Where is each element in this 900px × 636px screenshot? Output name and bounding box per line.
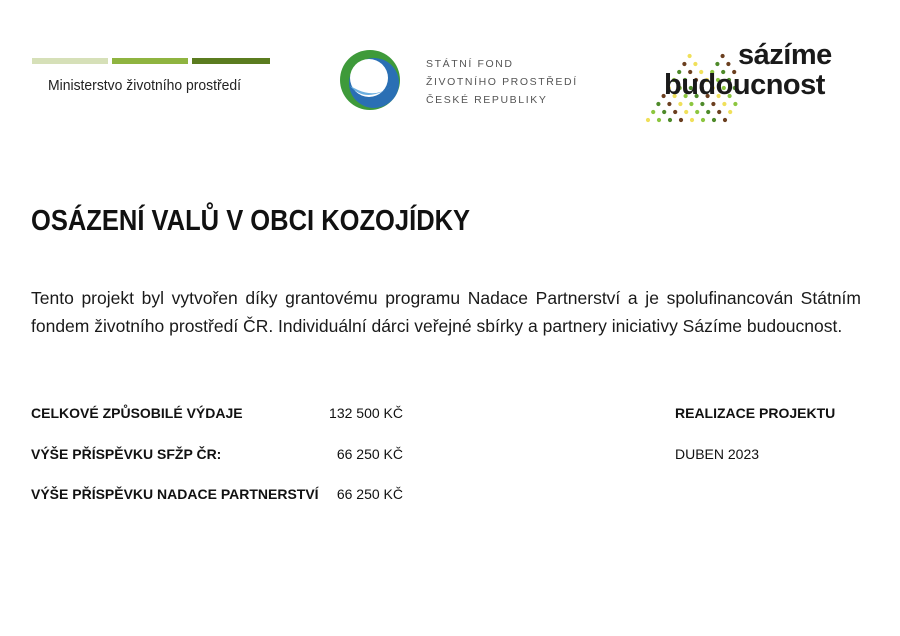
ministry-bar-3 [192, 58, 270, 64]
sazime-dot [715, 62, 719, 66]
sazime-budoucnost-logo [640, 36, 870, 126]
sfzp-emblem-icon [336, 46, 406, 114]
sazime-dot [728, 110, 732, 114]
sazime-dot [668, 118, 672, 122]
realization-date: DUBEN 2023 [675, 446, 760, 462]
sazime-dot [689, 102, 693, 106]
sazime-dot [717, 110, 721, 114]
sazime-dot [722, 102, 726, 106]
sazime-dot [723, 118, 727, 122]
finance-value-sfzp: 66 250 KČ [336, 446, 403, 462]
sazime-dot [700, 102, 704, 106]
sazime-dot [695, 110, 699, 114]
ministry-logo-bars [32, 58, 272, 64]
ministry-logo-text: Ministerstvo životního prostředí [48, 77, 242, 94]
sazime-dot [673, 110, 677, 114]
sazime-dot [701, 118, 705, 122]
sazime-dot [656, 102, 660, 106]
realization-heading: REALIZACE PROJEKTU [675, 405, 836, 421]
sazime-dot [678, 102, 682, 106]
sazime-dot [646, 118, 650, 122]
sazime-dot [657, 118, 661, 122]
sazime-dot [693, 62, 697, 66]
sazime-dot [688, 54, 692, 58]
sazime-dot [721, 54, 725, 58]
ministry-bar-1 [32, 58, 108, 64]
sazime-dot [682, 62, 686, 66]
finance-label-total: CELKOVÉ ZPŮSOBILÉ VÝDAJE [31, 405, 243, 421]
sazime-dot [690, 118, 694, 122]
sazime-dot [706, 110, 710, 114]
sfzp-logo [336, 46, 596, 114]
sazime-dot [667, 102, 671, 106]
finance-label-sfzp: VÝŠE PŘÍSPĚVKU SFŽP ČR: [31, 446, 222, 462]
project-description: Tento projekt byl vytvořen díky grantovému programu Nadace Partnerství a je spolufinancován Státním fondem životního prostředí ČR. Individuální dárci veřejné sbírky a partnery iniciativy Sázíme budoucnost. [31, 288, 861, 336]
finance-label-nadace: VÝŠE PŘÍSPĚVKU NADACE PARTNERSTVÍ [31, 486, 319, 502]
ministry-logo [32, 58, 272, 100]
sfzp-line-1: STÁTNÍ FOND [426, 58, 514, 70]
sazime-dot [684, 110, 688, 114]
sfzp-line-3: ČESKÉ REPUBLIKY [426, 94, 548, 106]
sazime-logo-word-1: sázíme [738, 39, 832, 71]
sfzp-logo-text [426, 55, 578, 109]
sazime-dot [733, 102, 737, 106]
page-title: OSÁZENÍ VALŮ V OBCI KOZOJÍDKY [31, 205, 471, 237]
finance-value-total: 132 500 KČ [329, 405, 403, 421]
sazime-dot [662, 110, 666, 114]
sazime-dot [726, 62, 730, 66]
sazime-dot [679, 118, 683, 122]
sazime-logo-word-2: budoucnost [664, 69, 825, 101]
sazime-dot [712, 118, 716, 122]
finance-value-nadace: 66 250 KČ [336, 486, 403, 502]
sazime-dot [711, 102, 715, 106]
ministry-bar-2 [112, 58, 188, 64]
sfzp-line-2: ŽIVOTNÍHO PROSTŘEDÍ [426, 76, 578, 88]
sazime-dot [651, 110, 655, 114]
